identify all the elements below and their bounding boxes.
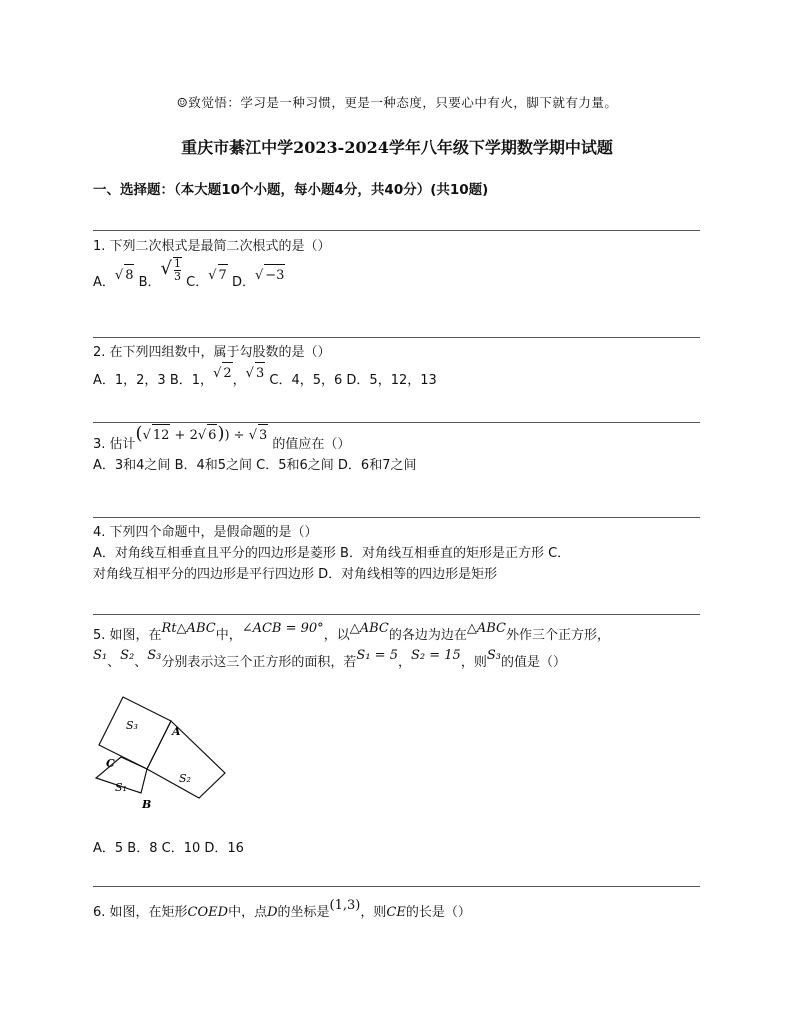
stem-part: ，则: [460, 655, 487, 670]
s1-symbol: S₁: [93, 648, 108, 663]
section-heading: 一、选择题：（本大题10个小题，每小题4分，共40分）(共10题): [93, 182, 489, 198]
stem-part: 中，点: [228, 905, 268, 920]
stem-prefix: 3. 估计: [93, 437, 136, 452]
square-s2: [147, 721, 225, 798]
point-d: D: [267, 905, 278, 920]
stem-part: 中，: [215, 628, 242, 643]
expr-divide: ) ÷: [224, 428, 249, 443]
expression: (√ 12 + 2√ 6)) ÷ √ 3: [135, 423, 268, 444]
question-stem-line-2: [93, 648, 700, 673]
label-a: A: [172, 725, 181, 738]
rectangle-coed: COED: [187, 905, 229, 920]
exam-title: 重庆市綦江中学2023-2024学年八年级下学期数学期中试题: [181, 138, 613, 157]
label-c: C: [106, 757, 115, 770]
option-d-label: D．: [231, 275, 255, 290]
s3-symbol: S₃: [147, 648, 162, 663]
separator: 、: [107, 655, 121, 670]
expr-plus-two: + 2: [170, 428, 198, 443]
divider: [93, 517, 700, 518]
label-s2: S₂: [179, 772, 191, 785]
option-c: C．4，5，6: [269, 373, 343, 388]
question-options-line-2: 对角线互相平分的四边形是平行四边形 D．对角线相等的四边形是矩形: [93, 567, 498, 582]
stem-part: 的各边为边在: [388, 628, 467, 643]
question-3: [93, 423, 700, 476]
question-6: [93, 898, 700, 923]
angle-acb: ∠ACB = 90°: [241, 621, 324, 636]
question-5-options: A．5 B．8 C．10 D．16: [93, 841, 244, 856]
root-12: 12: [152, 424, 171, 446]
option-b-separator: ，: [232, 373, 246, 388]
question-stem: 4. 下列四个命题中，是假命题的是（）: [93, 525, 318, 540]
divider: [93, 614, 700, 615]
question-5: [93, 621, 700, 673]
question-stem: 1. 下列二次根式是最简二次根式的是（）: [93, 239, 331, 254]
stem-part: ，以: [323, 628, 350, 643]
option-b-root-2: 3: [255, 362, 265, 384]
stem-part: 的长是（）: [405, 905, 471, 920]
option-d-radicand: −3: [264, 264, 285, 286]
s3-symbol: S₃: [486, 648, 501, 663]
rt-triangle-abc: Rt△ABC: [161, 621, 216, 636]
divider: [93, 337, 700, 338]
option-b: B．1，: [169, 373, 214, 388]
separator: 、: [134, 655, 148, 670]
question-4: [93, 522, 700, 585]
stem-part: 分别表示这三个正方形的面积，若: [161, 655, 357, 670]
stem-part: 5. 如图，在: [93, 628, 162, 643]
triangle-abc: △ABC: [466, 621, 506, 636]
option-a-radicand: 8: [124, 264, 134, 286]
option-b-denominator: 3: [174, 270, 182, 283]
squares-figure: [90, 690, 230, 816]
question-stem: [93, 423, 700, 455]
root-6: 6: [207, 424, 217, 446]
separator: ，: [397, 655, 411, 670]
option-c-radicand: 7: [218, 264, 228, 286]
motto-line: ☺致觉悟：学习是一种习惯，更是一种态度，只要心中有火，脚下就有力量。: [176, 95, 618, 110]
coordinate: (1,3): [329, 898, 361, 913]
stem-part: 外作三个正方形，: [506, 628, 611, 643]
divider: [93, 230, 700, 231]
triangle-abc: △ABC: [349, 621, 389, 636]
segment-ce: CE: [386, 905, 406, 920]
divider: [93, 422, 700, 423]
stem-part: ，则: [360, 905, 387, 920]
question-1: [93, 236, 700, 295]
stem-part: 的值是（）: [500, 655, 566, 670]
stem-part: 6. 如图，在矩形: [93, 905, 188, 920]
stem-suffix: 的值应在（）: [272, 437, 351, 452]
question-stem-line-1: [93, 621, 700, 646]
label-b: B: [142, 798, 152, 811]
root-3: 3: [258, 424, 268, 446]
question-stem: 2. 在下列四组数中，属于勾股数的是（）: [93, 345, 331, 360]
divider: [93, 886, 700, 887]
label-s1: S₁: [115, 781, 127, 794]
option-d: D．5，12，13: [346, 373, 437, 388]
s2-symbol: S₂: [120, 648, 135, 663]
option-a: A．1，2，3: [93, 373, 166, 388]
s1-equation: S₁ = 5: [356, 648, 398, 663]
question-options: A．√ 8 B．√ $\frac{1}{3}$ C．√ 7 D．√ −3: [93, 257, 285, 290]
question-options: A．3和4之间 B．4和5之间 C．5和6之间 D．6和7之间: [93, 458, 417, 473]
question-options: A．1，2，3 B．1，√ 2，√ 3 C．4，5，6 D．5，12，13: [93, 369, 700, 391]
option-b-root-1: 2: [222, 362, 232, 384]
question-options-line-1: A．对角线互相垂直且平分的四边形是菱形 B．对角线互相垂直的矩形是正方形 C．: [93, 546, 571, 561]
stem-part: 的坐标是: [277, 905, 330, 920]
option-b-label: B．: [138, 275, 161, 290]
option-a-label: A．: [93, 275, 115, 290]
option-c-label: C．: [186, 275, 209, 290]
option-b-numerator: 1: [174, 257, 182, 270]
label-s3: S₃: [126, 719, 138, 732]
question-2: [93, 342, 700, 391]
s2-equation: S₂ = 15: [410, 648, 461, 663]
